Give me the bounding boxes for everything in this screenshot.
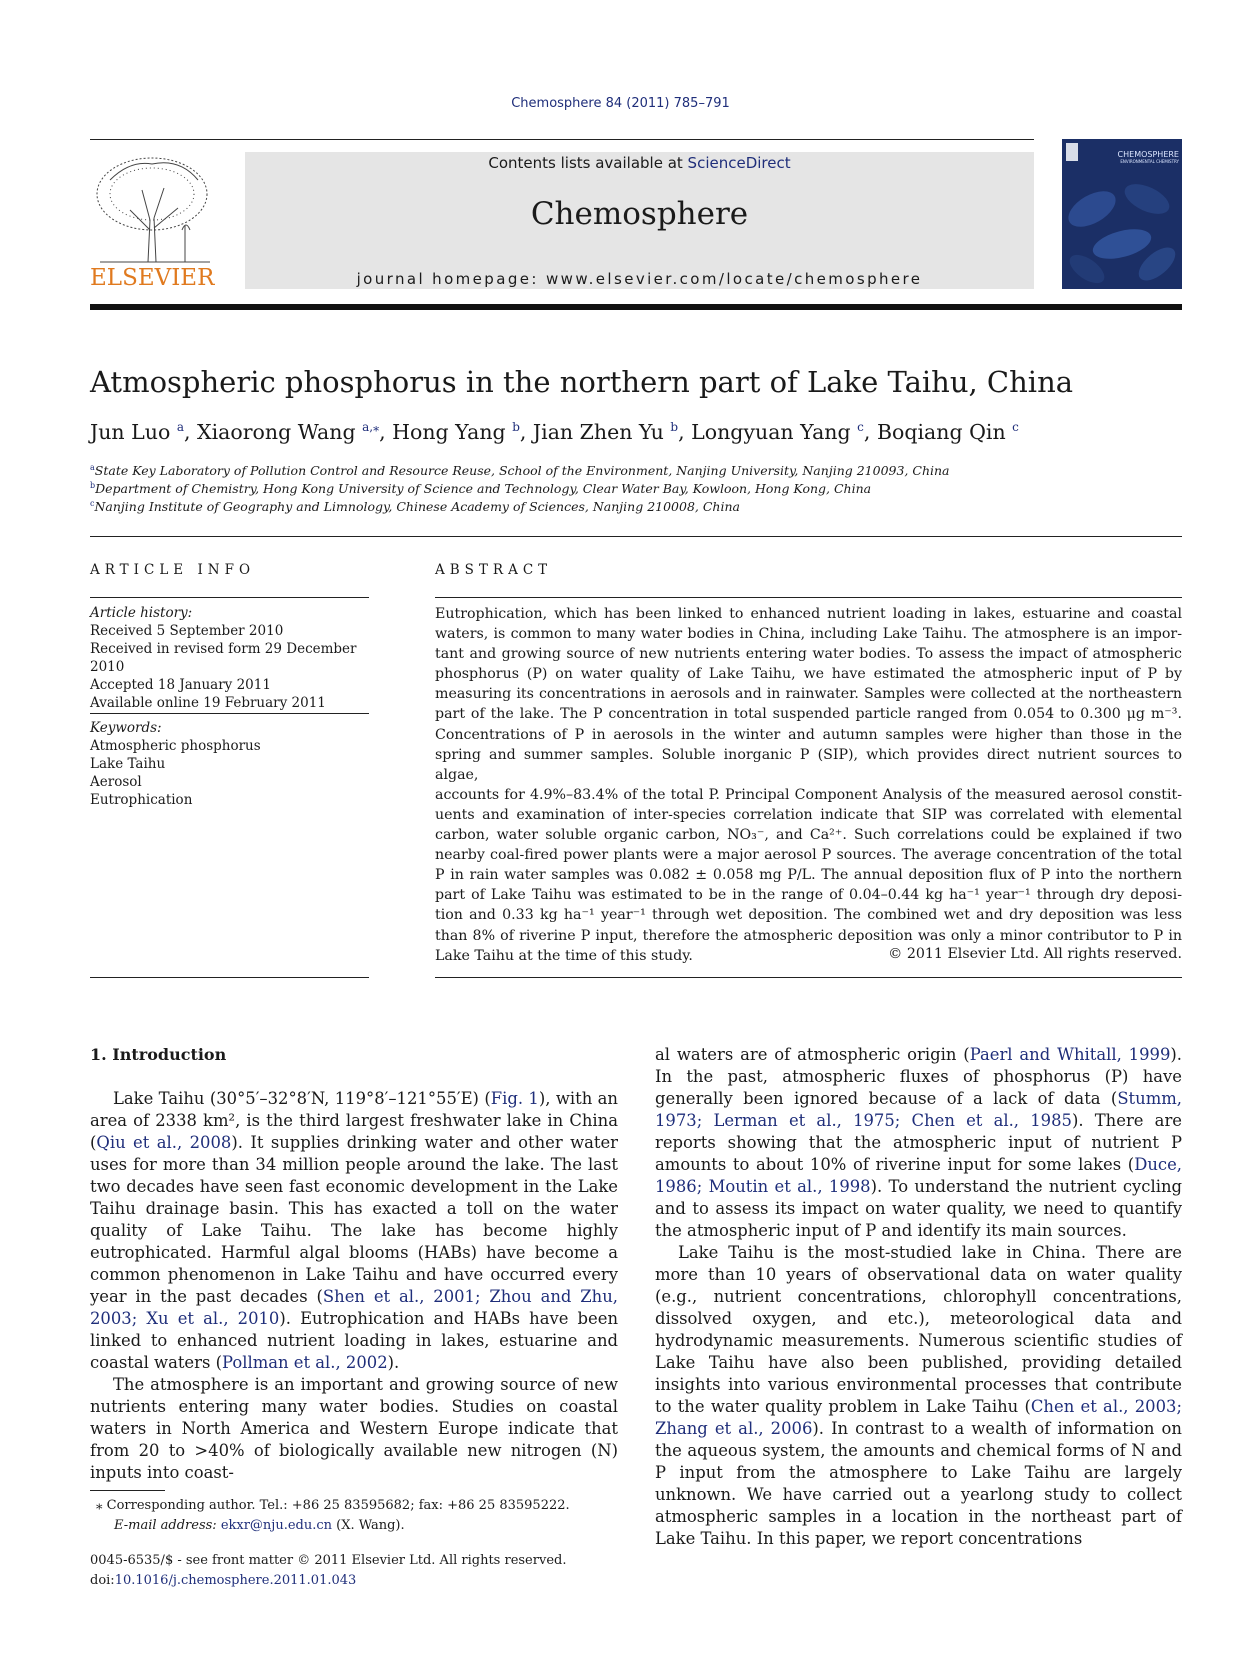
citation-link[interactable]: Pollman et al., 2002 <box>221 1353 388 1372</box>
history-received: Received 5 September 2010 <box>90 623 284 639</box>
author-name: Longyuan Yang <box>691 420 858 444</box>
keyword: Atmospheric phosphorus <box>90 738 261 754</box>
author-list: Jun Luo $^a$, Xiaorong Wang $^{a,⁎}$, Hong Yang $^b$, Jian Zhen Yu $^b$, Longyuan Yang $^c$, Boqiang Qin $^c$ <box>90 420 1019 444</box>
history-online: Available online 19 February 2011 <box>90 695 326 711</box>
abstract-line: carbon, water soluble organic carbon, NO₃⁻, and Ca²⁺. Such correlations could be explained if two <box>435 827 1182 844</box>
doi-label: doi: <box>90 1573 115 1588</box>
affiliation-a: $^a$State Key Laboratory of Pollution Control and Resource Reuse, School of the Environment, Nanjing University, Nanjing 210093, China <box>90 463 950 479</box>
abstract-text <box>435 604 1182 966</box>
doi-link[interactable]: 10.1016/j.chemosphere.2011.01.043 <box>114 1573 357 1588</box>
abstract-copyright: © 2011 Elsevier Ltd. All rights reserved. <box>888 946 1182 962</box>
affiliation-rule <box>90 536 1182 537</box>
email-link[interactable]: ekxr@nju.edu.cn <box>220 1518 333 1533</box>
publisher-wordmark: ELSEVIER <box>90 265 215 290</box>
citation-link[interactable]: Fig. 1 <box>490 1089 539 1108</box>
article-history <box>90 604 370 712</box>
abstract-line: tant and growing source of new nutrients entering water bodies. To assess the impact of atmospheric <box>435 646 1182 663</box>
article-title: Atmospheric phosphorus in the northern part of Lake Taihu, China <box>90 365 1074 399</box>
sciencedirect-link[interactable]: ScienceDirect <box>687 154 791 172</box>
cover-subtitle: ENVIRONMENTAL CHEMISTRY <box>1120 159 1179 164</box>
corresponding-footnote <box>96 1496 570 1536</box>
right-column <box>655 1044 1182 1550</box>
contents-prefix: Contents lists available at <box>488 154 688 172</box>
abstract-heading: ABSTRACT <box>435 562 553 578</box>
keywords-label: Keywords: <box>90 720 162 736</box>
abstract-line: than 8% of riverine P input, therefore the atmospheric deposition was only a minor contributor to P in <box>435 927 1182 944</box>
abstract-line: P in rain water samples was 0.082 ± 0.058 mg P/L. The annual deposition flux of P into the northern <box>435 867 1182 884</box>
journal-banner <box>245 152 1034 289</box>
abstract-line: spring and summer samples. Soluble inorganic P (SIP), which provides direct nutrient sources to algae, <box>435 746 1182 783</box>
citation-link[interactable]: Duce, 1986; Moutin et al., 1998 <box>655 1155 1182 1196</box>
issn-line: 0045-6535/$ - see front matter © 2011 Elsevier Ltd. All rights reserved. <box>90 1553 567 1568</box>
citation-link[interactable]: Qiu et al., 2008 <box>96 1133 232 1152</box>
abstract-rule <box>435 597 1182 598</box>
affiliation-c: $^c$Nanjing Institute of Geography and Limnology, Chinese Academy of Sciences, Nanjing 210008, China <box>90 499 740 515</box>
author-name: Jun Luo <box>90 420 177 444</box>
keywords-rule <box>90 713 369 714</box>
intro-paragraph: The atmosphere is an important and growing source of new nutrients entering many water bodies. Studies on coastal waters in North America and Western Europe indicate that from 20 to >40% of biologically available new nitrogen (N) inputs into coast- <box>90 1375 618 1482</box>
contents-line <box>245 152 1034 172</box>
author-name: Xiaorong Wang <box>197 420 363 444</box>
header-rule <box>90 139 1034 140</box>
email-suffix: (X. Wang). <box>332 1518 405 1533</box>
journal-homepage[interactable]: journal homepage: www.elsevier.com/locate/chemosphere <box>356 270 923 288</box>
footnote-rule <box>90 1490 165 1491</box>
intro-paragraph: Lake Taihu is the most-studied lake in China. There are more than 10 years of observational data on water quality (e.g., nutrient concentrations, chlorophyll concentrations, dissolved oxygen, and etc.), meteorological data and hydrodynamic measurements. Numerous scientific studies of Lake Taihu have also been published, providing detailed insights into various environmental processes that contribute to the water quality problem in Lake Taihu (Chen et al., 2003; Zhang et al., 2006). In contrast to a wealth of information on the aqueous system, the amounts and chemical forms of N and P input from the atmosphere to Lake Taihu are largely unknown. We have carried out a yearlong study to collect atmospheric samples in a location in the northeast part of Lake Taihu. In this paper, we report concentrations <box>655 1243 1182 1548</box>
keyword: Eutrophication <box>90 792 193 808</box>
author-name: Jian Zhen Yu <box>532 420 671 444</box>
abstract-line: accounts for 4.9%–83.4% of the total P. Principal Component Analysis of the measured aerosol constit- <box>435 786 1182 803</box>
abstract-line: Lake Taihu at the time of this study. <box>435 947 693 964</box>
keyword: Lake Taihu <box>90 756 166 772</box>
citation-link[interactable]: Shen et al., 2001; Zhou and Zhu, 2003; Xu et al., 2010 <box>90 1287 618 1328</box>
abstract-line: Eutrophication, which has been linked to enhanced nutrient loading in lakes, estuarine and coastal <box>435 606 1182 622</box>
author-name: Hong Yang <box>392 420 513 444</box>
abstract-line: part of Lake Taihu was estimated to be in the range of 0.04–0.44 kg ha⁻¹ year⁻¹ through dry deposi- <box>435 887 1182 904</box>
abstract-line: phosphorus (P) on water quality of Lake Taihu, we have estimated the atmospheric input of P by <box>435 666 1182 683</box>
email-label: E-mail address: <box>114 1518 221 1533</box>
author-affiliation-mark[interactable]: b <box>512 420 520 435</box>
history-label: Article history: <box>90 605 193 621</box>
journal-cover-thumbnail <box>1062 139 1182 289</box>
article-info-heading: ARTICLE INFO <box>90 562 256 578</box>
corresponding-author: ⁎ Corresponding author. Tel.: +86 25 83595682; fax: +86 25 83595222. <box>96 1498 570 1513</box>
author-affiliation-mark[interactable]: b <box>670 420 679 435</box>
abstract-line: Concentrations of P in aerosols in the winter and autumn samples were higher than those in the <box>435 726 1182 743</box>
abstract-line: measuring its concentrations in aerosols and in rainwater. Samples were collected at the northeastern <box>435 686 1182 703</box>
citation-link[interactable]: Paerl and Whitall, 1999 <box>969 1045 1171 1064</box>
intro-paragraph: al waters are of atmospheric origin (Paerl and Whitall, 1999). In the past, atmospheric fluxes of phosphorus (P) have generally been ignored because of a lack of data (Stumm, 1973; Lerman et al., 1975; Chen et al., 1985). There are reports showing that the atmospheric input of nutrient P amounts to about 10% of riverine input for some lakes (Duce, 1986; Moutin et al., 1998). To understand the nutrient cycling and to assess its impact on water quality, we need to quantify the atmospheric input of P and identify its main sources. <box>655 1045 1183 1240</box>
author-affiliation-mark[interactable]: c <box>857 420 864 435</box>
keywords-block <box>90 719 370 809</box>
citation-link[interactable]: Chen et al., 2003; Zhang et al., 2006 <box>655 1397 1182 1438</box>
tree-icon <box>90 150 215 290</box>
citation-link[interactable]: Stumm, 1973; Lerman et al., 1975; Chen et al., 1985 <box>655 1089 1182 1130</box>
author-affiliation-mark[interactable]: a,⁎ <box>362 420 380 435</box>
abstract-bottom-rule <box>435 977 1182 978</box>
abstract-line: uents and examination of inter-species correlation indicate that SIP was correlated with elemental <box>435 806 1182 823</box>
abstract-line: part of the lake. The P concentration in total suspended particle ranged from 0.054 to 0.300 μg m⁻³. <box>435 706 1182 723</box>
left-column <box>90 1088 618 1484</box>
journal-name: Chemosphere <box>530 196 749 232</box>
journal-citation: Chemosphere 84 (2011) 785–791 <box>511 96 730 111</box>
article-info-rule <box>90 597 369 598</box>
abstract-line: nearby coal-fired power plants were a major aerosol P sources. The average concentration of the total <box>435 847 1182 864</box>
section-heading-introduction: 1. Introduction <box>90 1045 227 1064</box>
header-thick-rule <box>90 304 1182 310</box>
article-info-bottom-rule <box>90 977 369 978</box>
history-accepted: Accepted 18 January 2011 <box>90 677 271 693</box>
abstract-line: waters, is common to many water bodies in China, including Lake Taihu. The atmosphere is an impor- <box>435 626 1182 643</box>
affiliation-b: $^b$Department of Chemistry, Hong Kong University of Science and Technology, Clear Water Bay, Kowloon, Hong Kong, China <box>90 481 872 497</box>
author-affiliation-mark[interactable]: c <box>1012 420 1019 435</box>
intro-paragraph: Lake Taihu (30°5′–32°8′N, 119°8′–121°55′E) (Fig. 1), with an area of 2338 km², is the third largest freshwater lake in China (Qiu et al., 2008). It supplies drinking water and other water uses for more than 34 million people around the lake. The last two decades have seen fast economic development in the Lake Taihu drainage basin. This has exacted a toll on the water quality of Lake Taihu. The lake has become highly eutrophicated. Harmful algal blooms (HABs) have become a common phenomenon in Lake Taihu and have occurred every year in the past decades (Shen et al., 2001; Zhou and Zhu, 2003; Xu et al., 2010). Eutrophication and HABs have been linked to enhanced nutrient loading in lakes, estuarine and coastal waters (Pollman et al., 2002). <box>90 1089 618 1372</box>
front-matter-footnote <box>90 1551 566 1591</box>
history-revised: Received in revised form 29 December 2010 <box>90 641 357 675</box>
elsevier-logo <box>90 150 215 290</box>
abstract-line: tion and 0.33 kg ha⁻¹ year⁻¹ through wet deposition. The combined wet and dry deposition was less <box>435 907 1182 924</box>
author-affiliation-mark[interactable]: a <box>176 420 184 435</box>
author-name: Boqiang Qin <box>876 420 1013 444</box>
cover-title: CHEMOSPHERE <box>1117 150 1179 159</box>
keyword: Aerosol <box>90 774 142 790</box>
